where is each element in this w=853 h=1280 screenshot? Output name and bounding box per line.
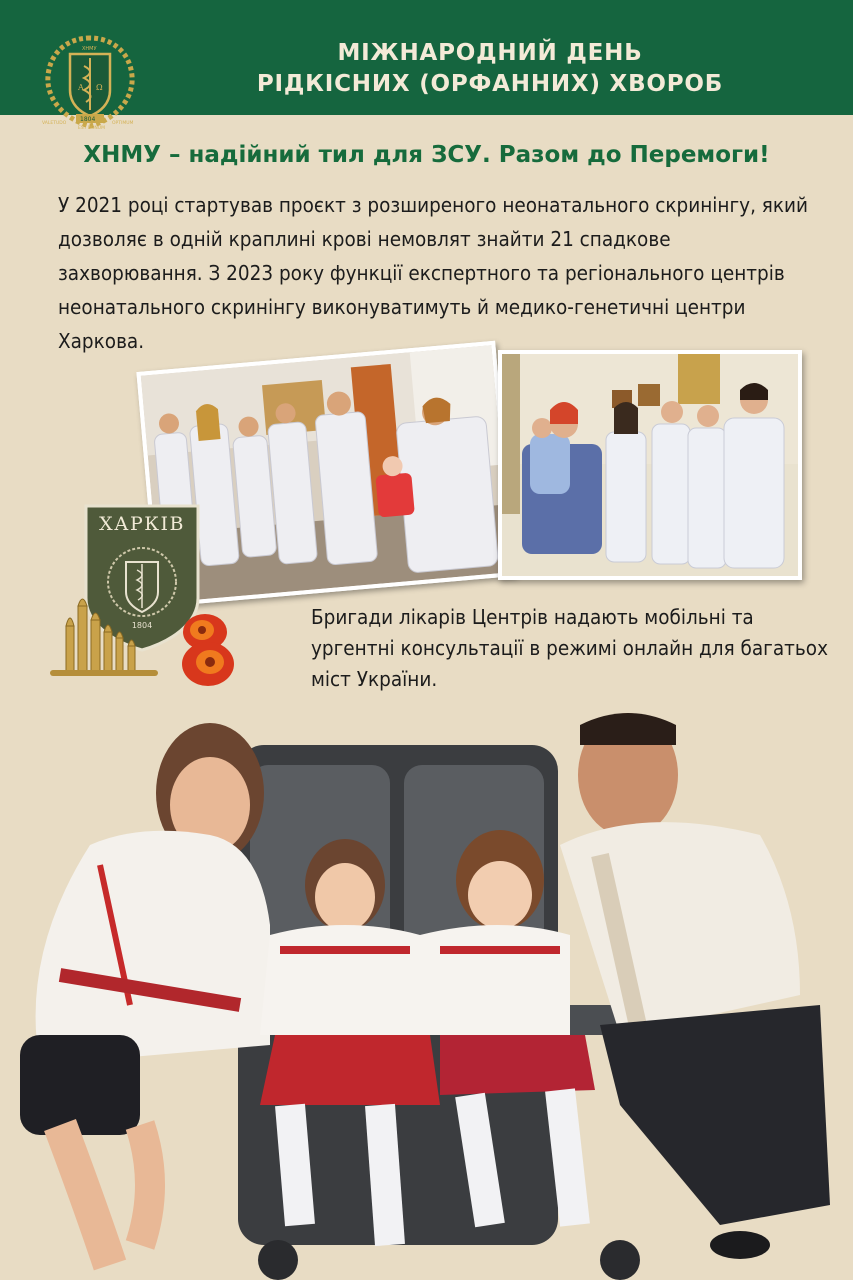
university-crest-icon xyxy=(40,34,140,130)
doctors-photo xyxy=(498,350,802,580)
kharkiv-label: ХАРКІВ xyxy=(99,513,185,535)
crest-omega: Ω xyxy=(96,83,103,92)
brigades-paragraph: Бригади лікарів Центрів надають мобільні та ургентні консультації в режимі онлайн для багатьох міст України. xyxy=(311,605,828,691)
doctors-photo-image xyxy=(502,354,798,576)
crest-top-text: ХНМУ xyxy=(82,46,97,52)
kharkiv-badge-year: 1804 xyxy=(131,621,153,630)
crest-year: 1804 xyxy=(80,116,96,123)
intro-paragraph: У 2021 році стартував проєкт з розширеного неонатального скринінгу, який дозволяє в одній краплині крові немовлят знайти 21 спадкове захворювання. З 2023 року функції експертного та регіонального центрів неонатального скринінгу виконуватимуть й медико-генетичні центри Харкова. xyxy=(58,193,808,353)
crest-motto-right: OPTIMUM xyxy=(112,121,134,126)
title-line-1: МІЖНАРОДНИЙ ДЕНЬ xyxy=(337,40,643,66)
title-line-2: РІДКІСНИХ (ОРФАННИХ) ХВОРОБ xyxy=(256,71,724,97)
marigold-flower-icon xyxy=(172,602,238,698)
subtitle-slogan: ХНМУ – надійний тил для ЗСУ. Разом до Перемоги! xyxy=(83,142,770,168)
crest-motto-left: VALETUDO xyxy=(42,121,67,126)
man-figure xyxy=(560,713,830,1259)
family-photo xyxy=(0,705,853,1280)
ammunition-icon xyxy=(50,596,160,678)
crest-alpha: Α xyxy=(78,83,84,92)
header-banner xyxy=(0,0,853,130)
page-title xyxy=(170,38,810,100)
woman-figure xyxy=(20,723,270,1265)
crest-motto-bottom: EST BONUM xyxy=(78,126,105,130)
